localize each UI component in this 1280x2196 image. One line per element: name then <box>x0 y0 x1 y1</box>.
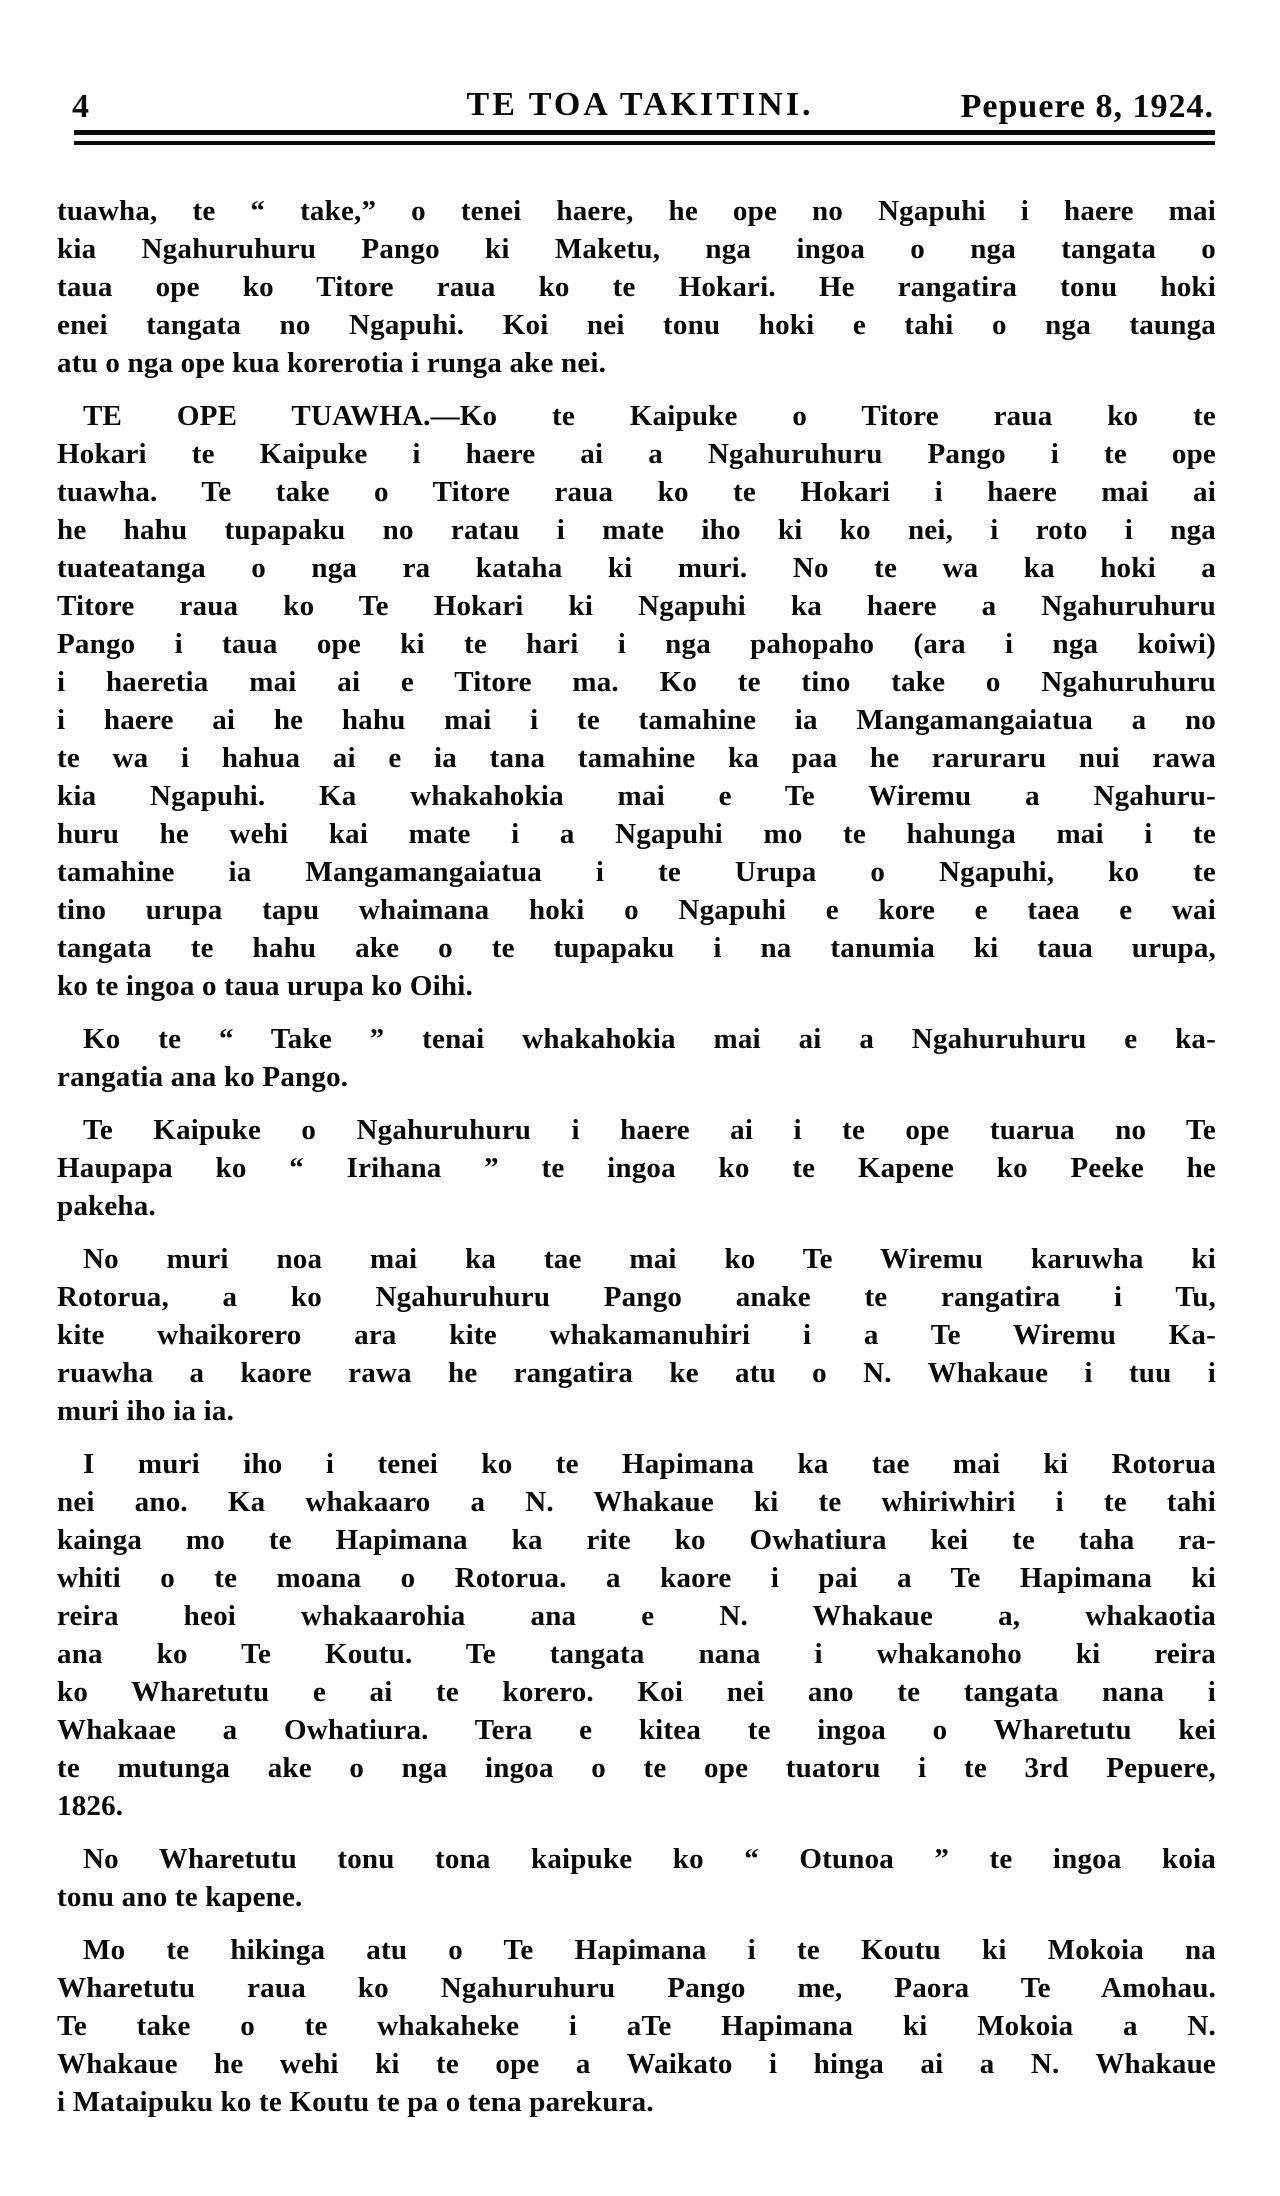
text-line: nei ano. Ka whakaaro a N. Whakaue ki te whiriwhiri i te tahi <box>57 1486 1216 1518</box>
text-line: ruawha a kaore rawa he rangatira ke atu o N. Whakaue i tuu i <box>57 1357 1216 1389</box>
text-line: kite whaikorero ara kite whakamanuhiri i a Te Wiremu Ka- <box>57 1319 1216 1351</box>
text-line: tangata te hahu ake o te tupapaku i na tanumia ki taua urupa, <box>57 932 1216 964</box>
text-line: he hahu tupapaku no ratau i mate iho ki ko nei, i roto i nga <box>57 514 1216 546</box>
text-line: Te Kaipuke o Ngahuruhuru i haere ai i te ope tuarua no Te <box>83 1114 1216 1146</box>
text-line: tuawha, te “ take,” o tenei haere, he ope no Ngapuhi i haere mai <box>57 195 1216 227</box>
text-line: tamahine ia Mangamangaiatua i te Urupa o Ngapuhi, ko te <box>57 856 1216 888</box>
header-rule-bottom <box>74 141 1215 145</box>
paragraph <box>57 1445 1216 1825</box>
text-line: atu o nga ope kua korerotia i runga ake nei. <box>57 347 607 379</box>
page-title: TE TOA TAKITINI. <box>466 86 814 123</box>
header-rule <box>74 130 1215 145</box>
text-line: te wa i hahua ai e ia tana tamahine ka paa he raruraru nui rawa <box>57 742 1216 774</box>
text-line: te mutunga ake o nga ingoa o te ope tuatoru i te 3rd Pepuere, <box>57 1752 1216 1784</box>
text-line: i haere ai he hahu mai i te tamahine ia Mangamangaiatua a no <box>57 704 1216 736</box>
text-line: ko Wharetutu e ai te korero. Koi nei ano te tangata nana i <box>57 1676 1216 1708</box>
text-line: Pango i taua ope ki te hari i nga pahopaho (ara i nga koiwi) <box>57 628 1216 660</box>
text-line: Rotorua, a ko Ngahuruhuru Pango anake te rangatira i Tu, <box>57 1281 1216 1313</box>
text-line: i haeretia mai ai e Titore ma. Ko te tino take o Ngahuruhuru <box>57 666 1216 698</box>
text-line: Mo te hikinga atu o Te Hapimana i te Koutu ki Mokoia na <box>83 1934 1216 1966</box>
paragraph <box>57 1020 1216 1096</box>
page-date: Pepuere 8, 1924. <box>960 88 1214 125</box>
text-line: Titore raua ko Te Hokari ki Ngapuhi ka haere a Ngahuruhuru <box>57 590 1216 622</box>
text-line: ana ko Te Koutu. Te tangata nana i whakanoho ki reira <box>57 1638 1216 1670</box>
text-line: taua ope ko Titore raua ko te Hokari. He rangatira tonu hoki <box>57 271 1216 303</box>
text-line: tuateatanga o nga ra kataha ki muri. No te wa ka hoki a <box>57 552 1216 584</box>
text-line: Hokari te Kaipuke i haere ai a Ngahuruhuru Pango i te ope <box>57 438 1216 470</box>
text-line: 1826. <box>57 1790 124 1822</box>
text-line: No muri noa mai ka tae mai ko Te Wiremu karuwha ki <box>83 1243 1216 1275</box>
text-line: reira heoi whakaarohia ana e N. Whakaue a, whakaotia <box>57 1600 1216 1632</box>
text-line: Whakaue he wehi ki te ope a Waikato i hinga ai a N. Whakaue <box>57 2048 1216 2080</box>
text-line: I muri iho i tenei ko te Hapimana ka tae mai ki Rotorua <box>83 1448 1216 1480</box>
text-line: kia Ngahuruhuru Pango ki Maketu, nga ingoa o nga tangata o <box>57 233 1216 265</box>
text-line: tonu ano te kapene. <box>57 1881 303 1913</box>
paragraph <box>57 397 1216 1005</box>
header-rule-top <box>74 130 1215 135</box>
text-line: Haupapa ko “ Irihana ” te ingoa ko te Kapene ko Peeke he <box>57 1152 1216 1184</box>
paragraph <box>57 1931 1216 2121</box>
article-body <box>57 192 1216 2121</box>
text-line: kainga mo te Hapimana ka rite ko Owhatiura kei te taha ra- <box>57 1524 1216 1556</box>
text-line: tuawha. Te take o Titore raua ko te Hokari i haere mai ai <box>57 476 1216 508</box>
text-line: kia Ngapuhi. Ka whakahokia mai e Te Wiremu a Ngahuru- <box>57 780 1216 812</box>
text-line: Ko te “ Take ” tenai whakahokia mai ai a Ngahuruhuru e ka- <box>83 1023 1216 1055</box>
text-line: Te take o te whakaheke i aTe Hapimana ki Mokoia a N. <box>57 2010 1216 2042</box>
text-line: Whakaae a Owhatiura. Tera e kitea te ingoa o Wharetutu kei <box>57 1714 1216 1746</box>
text-line: whiti o te moana o Rotorua. a kaore i pai a Te Hapimana ki <box>57 1562 1216 1594</box>
text-line: rangatia ana ko Pango. <box>57 1061 349 1093</box>
text-line: No Wharetutu tonu tona kaipuke ko “ Otunoa ” te ingoa koia <box>83 1843 1216 1875</box>
text-line: ko te ingoa o taua urupa ko Oihi. <box>57 970 473 1002</box>
text-line: tino urupa tapu whaimana hoki o Ngapuhi e kore e taea e wai <box>57 894 1216 926</box>
paragraph <box>57 1240 1216 1430</box>
text-line: Wharetutu raua ko Ngahuruhuru Pango me, Paora Te Amohau. <box>57 1972 1216 2004</box>
text-line: enei tangata no Ngapuhi. Koi nei tonu hoki e tahi o nga taunga <box>57 309 1216 341</box>
paragraph <box>57 1840 1216 1916</box>
text-line: muri iho ia ia. <box>57 1395 235 1427</box>
page-header <box>0 86 1280 130</box>
text-line: huru he wehi kai mate i a Ngapuhi mo te hahunga mai i te <box>57 818 1216 850</box>
text-line: pakeha. <box>57 1190 156 1222</box>
page-number: 4 <box>72 88 89 125</box>
paragraph <box>57 192 1216 382</box>
text-line: TE OPE TUAWHA.—Ko te Kaipuke o Titore raua ko te <box>83 400 1216 432</box>
paragraph <box>57 1111 1216 1225</box>
text-line: i Mataipuku ko te Koutu te pa o tena parekura. <box>57 2086 654 2118</box>
